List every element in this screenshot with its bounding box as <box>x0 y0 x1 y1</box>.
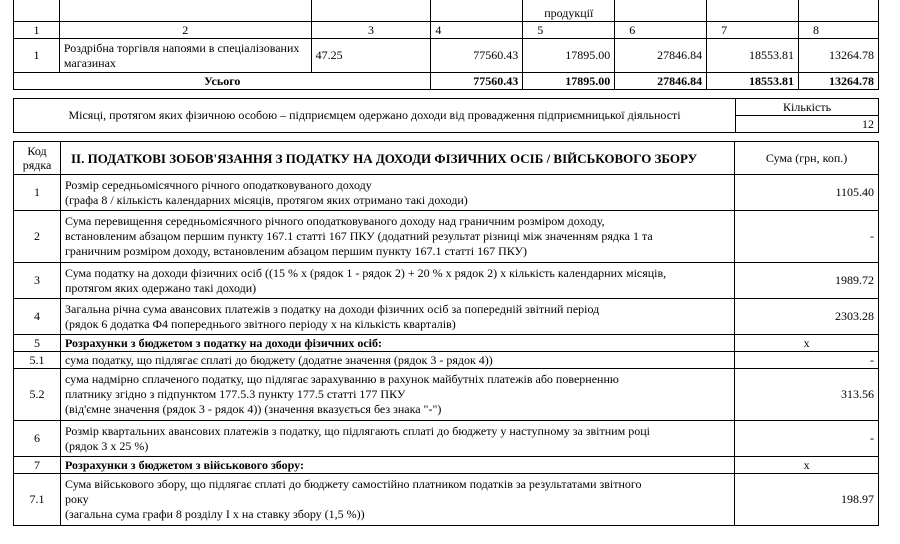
row-value: 198.97 <box>735 474 879 526</box>
column-number: 1 <box>14 22 60 39</box>
description-line: (від'ємне значення (рядок 3 - рядок 4)) (значення вказується без знака "-") <box>64 402 442 416</box>
row-value: х <box>735 335 879 352</box>
months-table <box>13 98 879 133</box>
header-fragment-row <box>14 0 879 22</box>
total-col8: 13264.78 <box>799 73 879 90</box>
column-number: 6 <box>615 22 707 39</box>
table-row <box>14 421 879 457</box>
row-description <box>60 457 734 474</box>
table-row <box>14 211 879 263</box>
row-value: х <box>735 457 879 474</box>
count-header: Кількість <box>736 99 879 116</box>
row-value: - <box>735 211 879 263</box>
column-number: 3 <box>311 22 431 39</box>
description-line: Розмір середньомісячного річного оподатковуваного доходу <box>64 177 372 192</box>
description-line: Сума перевищення середньомісячного річного оподатковуваного доходу над граничним розміром доходу, <box>64 214 605 228</box>
description-line: Розмір квартальних авансових платежів з податку, що підлягають сплаті до бюджету у наступному за звітним році <box>64 423 650 438</box>
column-number: 5 <box>523 22 615 39</box>
total-label: Усього <box>14 73 431 90</box>
column-number-row <box>14 22 879 39</box>
row-description <box>60 352 734 369</box>
description-line: платнику згідно з підпунктом 177.5.3 пункту 177.5 статті 177 ПКУ <box>64 387 406 401</box>
row-code: 7.1 <box>14 474 61 526</box>
table-row <box>14 369 879 421</box>
col6-value: 27846.84 <box>615 39 707 73</box>
row-value: - <box>735 421 879 457</box>
table-row <box>14 299 879 335</box>
count-value: 12 <box>736 116 879 133</box>
row-description <box>60 263 734 299</box>
table-row <box>14 352 879 369</box>
row-code: 1 <box>14 175 61 211</box>
row-code: 2 <box>14 211 61 263</box>
row-value: 2303.28 <box>735 299 879 335</box>
description-line: (загальна сума графи 8 розділу І х на ставку збору (1,5 %)) <box>64 507 365 521</box>
row-value: - <box>735 352 879 369</box>
months-label: Місяці, протягом яких фізичною особою – підприємцем одержано доходи від провадження підприємницької діяльності <box>14 99 736 133</box>
total-col6: 27846.84 <box>615 73 707 90</box>
description-line: Розрахунки з бюджетом з податку на доходи фізичних осіб: <box>64 335 383 350</box>
col3-value: 47.25 <box>311 39 431 73</box>
table-row <box>14 175 879 211</box>
table-row <box>14 457 879 474</box>
total-col4: 77560.43 <box>431 73 523 90</box>
total-row <box>14 73 879 90</box>
column-header-fragment: продукції <box>544 6 594 20</box>
column-number: 2 <box>59 22 311 39</box>
row-description <box>60 299 734 335</box>
row-value: 1989.72 <box>735 263 879 299</box>
description-line: року <box>64 492 89 506</box>
income-table <box>13 0 879 90</box>
row-code: 5 <box>14 335 61 352</box>
row-code: 7 <box>14 457 61 474</box>
column-number: 7 <box>707 22 799 39</box>
table-row <box>14 335 879 352</box>
description-line: сума надмірно сплаченого податку, що підлягає зарахуванню в рахунок майбутніх платежів або поверненню <box>64 372 619 386</box>
row-code: 5.1 <box>14 352 61 369</box>
description-line: (рядок 6 додатка Ф4 попереднього звітного періоду х на кількість кварталів) <box>64 316 456 331</box>
description-line: встановленим абзацом першим пункту 167.1 статті 167 ПКУ (додатний результат різниці між значенням рядка 1 та <box>64 229 653 243</box>
row-description <box>60 175 734 211</box>
row-code: 5.2 <box>14 369 61 421</box>
description-line: протягом яких одержано такі доходи) <box>64 280 257 295</box>
row-description <box>60 369 734 421</box>
col8-value: 13264.78 <box>799 39 879 73</box>
description-line: (рядок 3 х 25 %) <box>64 438 149 453</box>
row-value: 313.56 <box>735 369 879 421</box>
table-row <box>14 474 879 526</box>
row-code: 1 <box>14 39 60 73</box>
row-code: 4 <box>14 299 61 335</box>
column-number: 8 <box>799 22 879 39</box>
description-line: Розрахунки з бюджетом з військового збору: <box>64 457 304 472</box>
table-row <box>14 263 879 299</box>
sum-header: Сума (грн, коп.) <box>735 142 879 175</box>
column-number: 4 <box>431 22 523 39</box>
total-col7: 18553.81 <box>707 73 799 90</box>
description-line: граничним розміром доходу, встановленим абзацом першим пункту 167.1 статті 167 ПКУ) <box>64 244 528 258</box>
description-line: (графа 8 / кількість календарних місяців, протягом яких отримано такі доходи) <box>64 192 468 207</box>
row-code: 6 <box>14 421 61 457</box>
table-row <box>14 39 879 73</box>
total-col5: 17895.00 <box>523 73 615 90</box>
code-header: Код рядка <box>14 142 61 175</box>
description-line: Сума військового збору, що підлягає сплаті до бюджету самостійно платником податків за результатами звітного <box>64 477 642 491</box>
tax-liabilities-table <box>13 141 879 526</box>
row-description <box>60 335 734 352</box>
col4-value: 77560.43 <box>431 39 523 73</box>
row-description <box>60 474 734 526</box>
description-line: Сума податку на доходи фізичних осіб ((15 % х (рядок 1 - рядок 2) + 20 % х рядок 2) х кількість календарних місяців, <box>64 265 667 280</box>
col5-value: 17895.00 <box>523 39 615 73</box>
section-title: ІІ. ПОДАТКОВІ ЗОБОВ'ЯЗАННЯ З ПОДАТКУ НА ДОХОДИ ФІЗИЧНИХ ОСІБ / ВІЙСЬКОВОГО ЗБОРУ <box>60 142 734 175</box>
col7-value: 18553.81 <box>707 39 799 73</box>
description-line: сума податку, що підлягає сплаті до бюджету (додатне значення (рядок 3 - рядок 4)) <box>64 352 493 367</box>
row-value: 1105.40 <box>735 175 879 211</box>
section-header-row <box>14 142 879 175</box>
description-line: Загальна річна сума авансових платежів з податку на доходи фізичних осіб за попередній звітний період <box>64 301 600 316</box>
row-description <box>60 211 734 263</box>
row-description <box>60 421 734 457</box>
row-code: 3 <box>14 263 61 299</box>
activity-name: Роздрібна торгівля напоями в спеціалізованих магазинах <box>59 39 311 73</box>
